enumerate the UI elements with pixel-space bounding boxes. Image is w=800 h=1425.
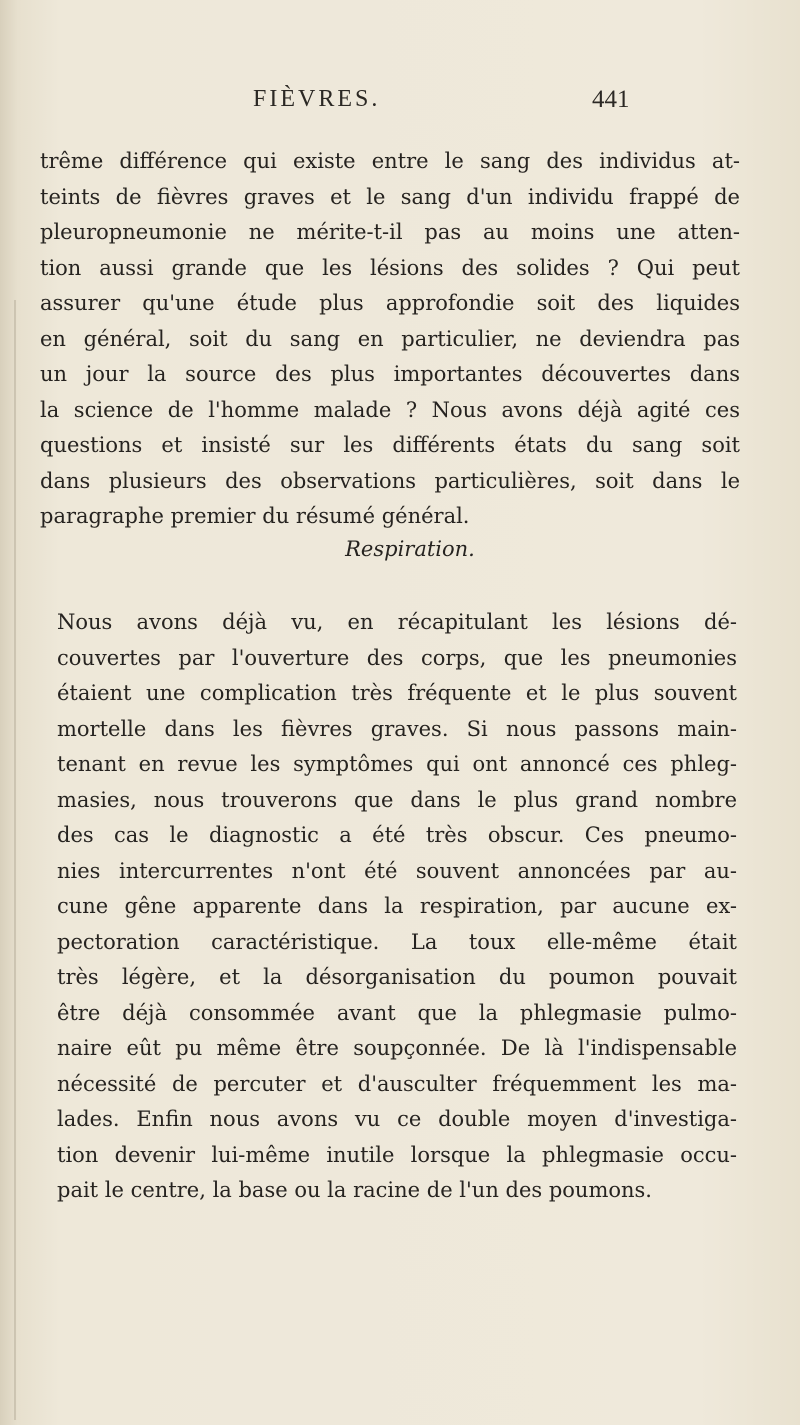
paragraph-2 xyxy=(57,605,737,1209)
text-line: nies intercurrentes n'ont été souvent annoncées par au- xyxy=(57,858,737,883)
section-heading: Respiration. xyxy=(345,537,475,561)
running-title: FIÈVRES. xyxy=(253,86,381,112)
text-line: Nous avons déjà vu, en récapitulant les lésions dé- xyxy=(57,610,737,634)
text-line: mortelle dans les fièvres graves. Si nous passons main- xyxy=(57,716,737,741)
page-header xyxy=(0,86,800,126)
text-line: en général, soit du sang en particulier, ne deviendra pas xyxy=(40,326,740,351)
text-line: tenant en revue les symptômes qui ont annoncé ces phleg- xyxy=(57,752,737,776)
text-line: un jour la source des plus importantes découvertes dans xyxy=(40,362,740,386)
text-line: masies, nous trouverons que dans le plus grand nombre xyxy=(57,787,737,812)
text-line: questions et insisté sur les différents états du sang soit xyxy=(40,433,740,457)
text-line: étaient une complication très fréquente et le plus souvent xyxy=(57,681,737,705)
text-line: pleuropneumonie ne mérite-t-il pas au moins une atten- xyxy=(40,220,740,244)
text-line: très légère, et la désorganisation du poumon pouvait xyxy=(57,965,737,989)
text-line: teints de fièvres graves et le sang d'un individu frappé de xyxy=(40,184,740,209)
text-line: dans plusieurs des observations particulières, soit dans le xyxy=(40,468,740,493)
paragraph-1 xyxy=(40,144,740,535)
text-line: paragraphe premier du résumé général. xyxy=(40,504,470,528)
page-gutter xyxy=(14,300,16,1420)
page-number: 441 xyxy=(592,86,630,113)
text-line: des cas le diagnostic a été très obscur. Ces pneumo- xyxy=(57,823,737,847)
text-line: pectoration caractéristique. La toux elle-même était xyxy=(57,929,737,954)
text-line: naire eût pu même être soupçonnée. De là l'indispensable xyxy=(57,1036,737,1060)
text-line: trême différence qui existe entre le sang des individus at- xyxy=(40,149,740,173)
text-line: tion aussi grande que les lésions des solides ? Qui peut xyxy=(40,255,740,280)
text-line: cune gêne apparente dans la respiration, par aucune ex- xyxy=(57,894,737,918)
text-line: être déjà consommée avant que la phlegmasie pulmo- xyxy=(57,1000,737,1025)
text-line: la science de l'homme malade ? Nous avons déjà agité ces xyxy=(40,397,740,422)
text-line: couvertes par l'ouverture des corps, que les pneumonies xyxy=(57,645,737,670)
text-line: nécessité de percuter et d'ausculter fréquemment les ma- xyxy=(57,1071,737,1096)
text-line: assurer qu'une étude plus approfondie soit des liquides xyxy=(40,291,740,315)
text-line: tion devenir lui-même inutile lorsque la phlegmasie occu- xyxy=(57,1142,737,1167)
text-line: lades. Enfin nous avons vu ce double moyen d'investiga- xyxy=(57,1107,737,1131)
text-line: pait le centre, la base ou la racine de l'un des poumons. xyxy=(57,1178,652,1202)
